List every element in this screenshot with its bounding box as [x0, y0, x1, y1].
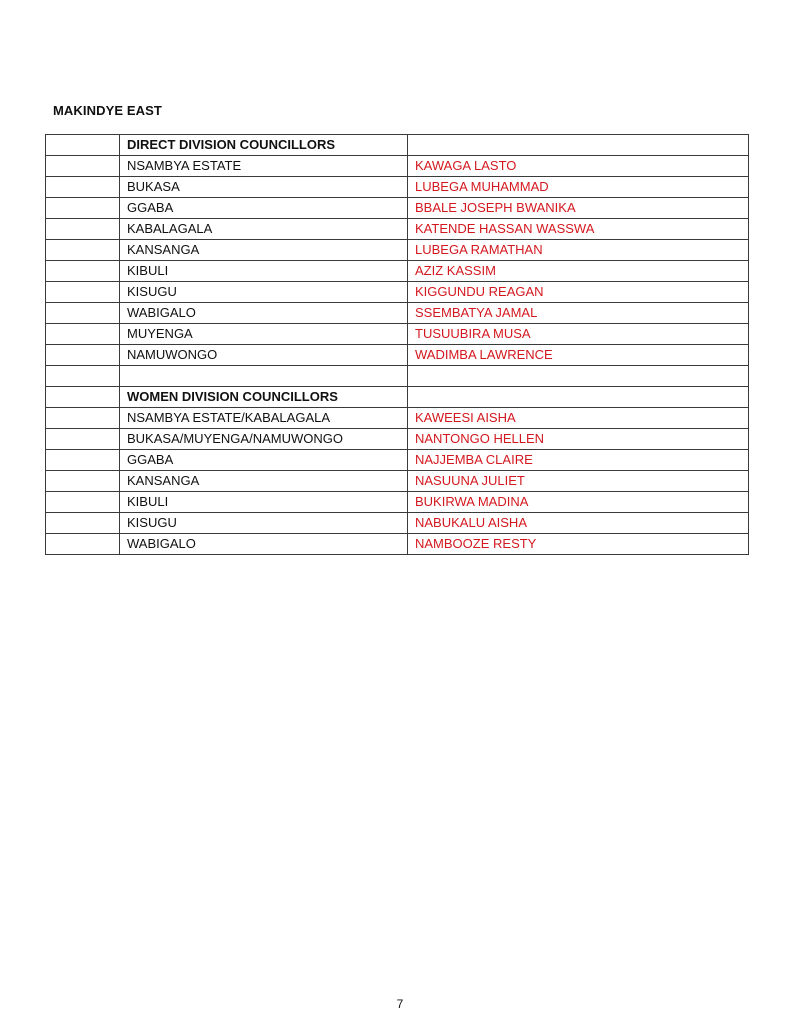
division-area-cell: KISUGU: [120, 282, 408, 303]
division-area-cell: KANSANGA: [120, 471, 408, 492]
spacer-row: [46, 366, 749, 387]
women-header-row: [46, 387, 749, 408]
councillor-name-cell: NABUKALU AISHA: [408, 513, 749, 534]
table-row: [46, 324, 749, 345]
table-row: [46, 240, 749, 261]
councillor-name-cell: AZIZ KASSIM: [408, 261, 749, 282]
page-number: 7: [396, 997, 404, 1011]
table-row: [46, 282, 749, 303]
division-area-cell: NAMUWONGO: [120, 345, 408, 366]
councillor-name-cell: NASUUNA JULIET: [408, 471, 749, 492]
division-area-cell: NSAMBYA ESTATE: [120, 156, 408, 177]
division-area-cell: BUKASA/MUYENGA/NAMUWONGO: [120, 429, 408, 450]
councillor-name-cell: WADIMBA LAWRENCE: [408, 345, 749, 366]
table-row: [46, 261, 749, 282]
blank-cell: [46, 156, 120, 177]
direct-header-row: [46, 135, 749, 156]
blank-cell: [46, 219, 120, 240]
table-row: [46, 492, 749, 513]
table-row: [46, 219, 749, 240]
division-area-cell: KABALAGALA: [120, 219, 408, 240]
councillor-name-cell: KAWEESI AISHA: [408, 408, 749, 429]
division-area-cell: GGABA: [120, 198, 408, 219]
division-area-cell: WABIGALO: [120, 534, 408, 555]
blank-cell: [46, 282, 120, 303]
blank-cell: [46, 429, 120, 450]
direct-section-header: DIRECT DIVISION COUNCILLORS: [120, 135, 408, 156]
blank-cell: [46, 513, 120, 534]
blank-cell: [46, 534, 120, 555]
division-area-cell: WABIGALO: [120, 303, 408, 324]
table-row: [46, 471, 749, 492]
table-row: [46, 408, 749, 429]
councillor-name-cell: KATENDE HASSAN WASSWA: [408, 219, 749, 240]
division-area-cell: KISUGU: [120, 513, 408, 534]
councillor-name-cell: BUKIRWA MADINA: [408, 492, 749, 513]
blank-cell: [46, 345, 120, 366]
section-title: MAKINDYE EAST: [53, 103, 162, 118]
blank-cell: [408, 387, 749, 408]
table-row: [46, 450, 749, 471]
division-area-cell: KIBULI: [120, 492, 408, 513]
councillors-table: [45, 134, 749, 555]
blank-cell: [46, 387, 120, 408]
blank-cell: [46, 408, 120, 429]
table-row: [46, 345, 749, 366]
table-row: [46, 429, 749, 450]
division-area-cell: GGABA: [120, 450, 408, 471]
blank-cell: [46, 177, 120, 198]
table-row: [46, 198, 749, 219]
councillor-name-cell: TUSUUBIRA MUSA: [408, 324, 749, 345]
councillor-name-cell: NAJJEMBA CLAIRE: [408, 450, 749, 471]
councillor-name-cell: KAWAGA LASTO: [408, 156, 749, 177]
women-section-header: WOMEN DIVISION COUNCILLORS: [120, 387, 408, 408]
blank-cell: [46, 450, 120, 471]
blank-cell: [46, 324, 120, 345]
councillor-name-cell: NAMBOOZE RESTY: [408, 534, 749, 555]
blank-cell: [46, 198, 120, 219]
councillor-name-cell: KIGGUNDU REAGAN: [408, 282, 749, 303]
councillor-name-cell: NANTONGO HELLEN: [408, 429, 749, 450]
table-row: [46, 513, 749, 534]
division-area-cell: MUYENGA: [120, 324, 408, 345]
table-row: [46, 534, 749, 555]
councillors-table-body: [46, 135, 749, 555]
blank-cell: [46, 135, 120, 156]
blank-cell: [46, 303, 120, 324]
councillor-name-cell: LUBEGA RAMATHAN: [408, 240, 749, 261]
blank-cell: [46, 261, 120, 282]
blank-cell: [120, 366, 408, 387]
division-area-cell: BUKASA: [120, 177, 408, 198]
blank-cell: [46, 492, 120, 513]
blank-cell: [46, 366, 120, 387]
table-row: [46, 303, 749, 324]
division-area-cell: KIBULI: [120, 261, 408, 282]
table-row: [46, 177, 749, 198]
blank-cell: [46, 471, 120, 492]
councillor-name-cell: SSEMBATYA JAMAL: [408, 303, 749, 324]
table-row: [46, 156, 749, 177]
division-area-cell: NSAMBYA ESTATE/KABALAGALA: [120, 408, 408, 429]
councillor-name-cell: LUBEGA MUHAMMAD: [408, 177, 749, 198]
division-area-cell: KANSANGA: [120, 240, 408, 261]
blank-cell: [408, 366, 749, 387]
blank-cell: [408, 135, 749, 156]
blank-cell: [46, 240, 120, 261]
councillor-name-cell: BBALE JOSEPH BWANIKA: [408, 198, 749, 219]
